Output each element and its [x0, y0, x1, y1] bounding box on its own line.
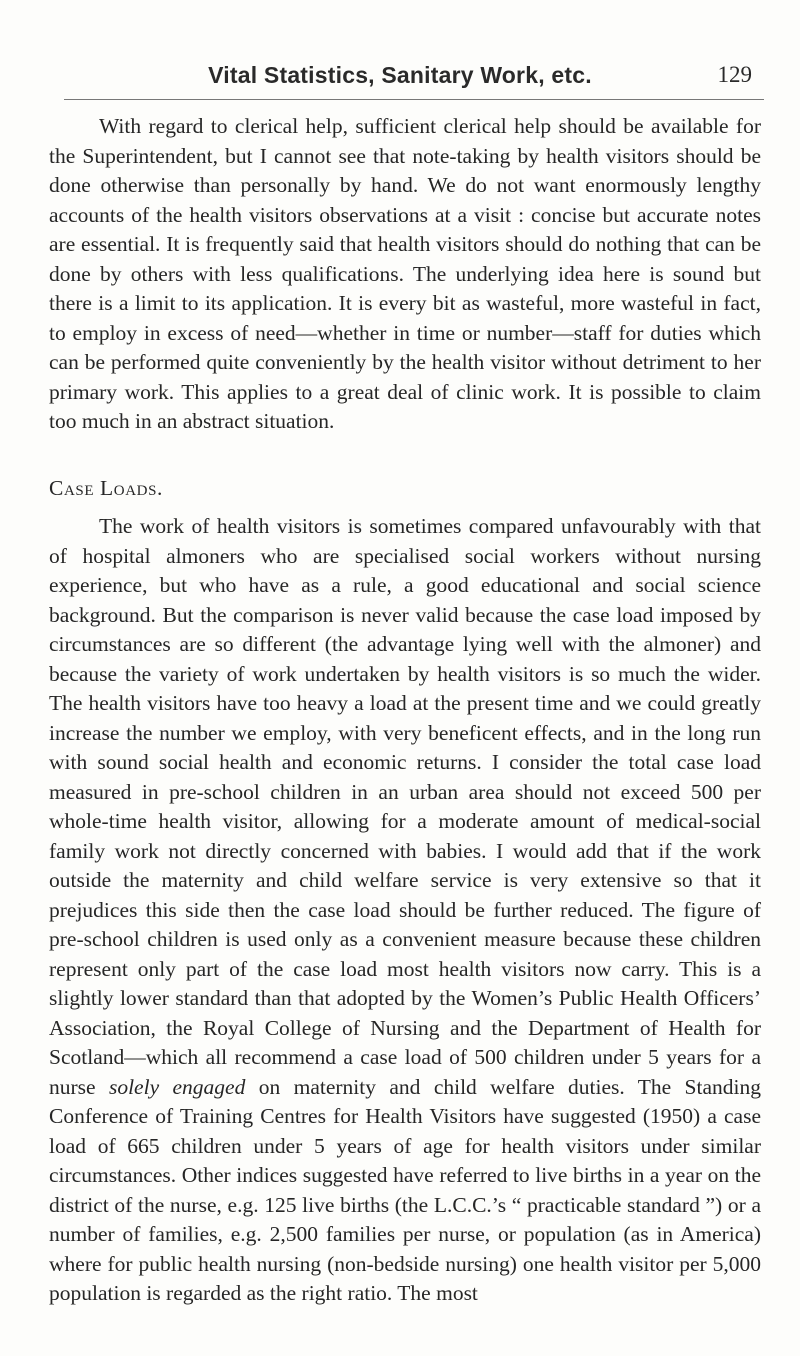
- paragraph-case-loads: [49, 512, 761, 1309]
- paragraph-case-loads-part-2: on maternity and child welfare duties. The Standing Conference of Training Centres for Health Visitors have suggested (1950) a case load of 665 children under 5 years of age for health visitors under similar circumstances. Other indices suggested have referred to live births in a year on the district of the nurse, e.g. 125 live births (the L.C.C.’s “ practicable standard ”) or a number of families, e.g. 2,500 families per nurse, or population (as in America) where for public health nursing (non-bedside nursing) one health visitor per 5,000 population is regarded as the right ratio. The most: [49, 1074, 761, 1305]
- body-text: [49, 112, 761, 1309]
- page-number: 129: [717, 62, 752, 87]
- emphasis-solely-engaged: solely engaged: [108, 1074, 246, 1099]
- section-heading-case-loads: Case Loads.: [49, 475, 164, 500]
- paragraph-clerical-help: With regard to clerical help, sufficient clerical help should be available for the Superintendent, but I cannot see that note-taking by health visitors should be done otherwise than personally by hand. We do not want enormously lengthy accounts of the health visitors observations at a visit : concise but accurate notes are essential. It is frequently said that health visitors should do nothing that can be done by others with less qualifications. The underlying idea here is sound but there is a limit to its application. It is every bit as wasteful, more wasteful in fact, to employ in excess of need—whether in time or number—staff for duties which can be performed quite conveniently by the health visitor without detriment to her primary work. This applies to a great deal of clinic work. It is possible to claim too much in an abstract situation.: [49, 114, 761, 433]
- paragraph-case-loads-part-1: The work of health visitors is sometimes compared unfavourably with that of hospital almoners who are specialised social workers without nursing experience, but who have as a rule, a good educational and social science background. But the comparison is never valid because the case load imposed by circumstances are so different (the advantage lying well with the almoner) and because the variety of work undertaken by health visitors is so much the wider. The health visitors have too heavy a load at the present time and we could greatly increase the number we employ, with very beneficent effects, and in the long run with sound social health and economic returns. I consider the total case load measured in pre-school children in an urban area should not exceed 500 per whole-time health visitor, allowing for a moderate amount of medical-social family work not directly concerned with babies. I would add that if the work outside the maternity and child welfare service is very extensive so that it prejudices this side then the case load should be further reduced. The figure of pre-school children is used only as a convenient measure because these children represent only part of the case load most health visitors now carry. This is a slightly lower standard than that adopted by the Women’s Public Health Officers’ Association, the Royal College of Nursing and the Department of Health for Scotland—which all recommend a case load of 500 children under 5 years for a nurse: [49, 514, 761, 1099]
- page-header: [0, 62, 800, 102]
- running-title: Vital Statistics, Sanitary Work, etc.: [208, 62, 592, 88]
- header-rule: [64, 99, 764, 100]
